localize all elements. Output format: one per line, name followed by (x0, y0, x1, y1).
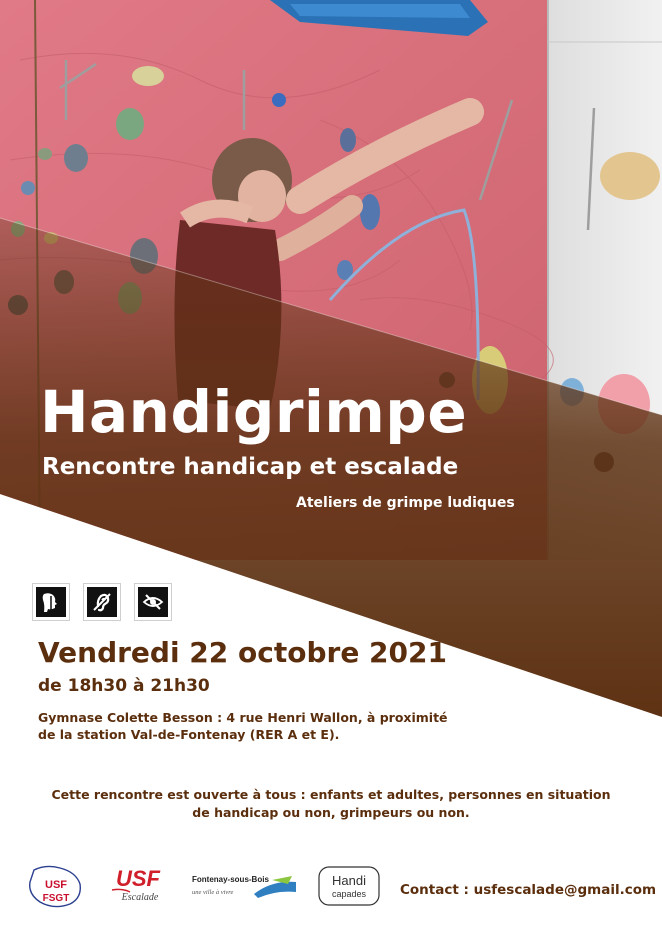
fontenay-logo (192, 870, 302, 904)
description-line-2: de handicap ou non, grimpeurs ou non. (192, 805, 470, 820)
event-date: Vendredi 22 octobre 2021 (38, 636, 447, 669)
handi-text: Handi (332, 873, 366, 888)
accessibility-icons (32, 583, 172, 621)
address-line-2: de la station Val-de-Fontenay (RER A et E). (38, 727, 340, 742)
fsgt-text: FSGT (42, 893, 70, 904)
mental-disability-icon (32, 583, 70, 621)
contact-email[interactable]: Contact : usfescalade@gmail.com (400, 882, 657, 898)
event-subtitle: Rencontre handicap et escalade (42, 454, 459, 480)
event-time: de 18h30 à 21h30 (38, 676, 210, 696)
event-title: Handigrimpe (40, 378, 468, 446)
event-address (38, 709, 478, 743)
fsgt-mark: USF (45, 879, 67, 891)
description-line-1: Cette rencontre est ouverte à tous : enfants et adultes, personnes en situation (51, 787, 611, 802)
usf-text: USF (116, 866, 160, 891)
handicapades-logo (318, 866, 380, 906)
handi-sub: capades (331, 889, 367, 899)
event-tagline: Ateliers de grimpe ludiques (296, 495, 515, 511)
hearing-impairment-icon (83, 583, 121, 621)
visual-impairment-icon (134, 583, 172, 621)
fsgt-logo (26, 864, 86, 908)
event-description (40, 786, 622, 822)
fontenay-sub: une ville à vivre (192, 889, 234, 896)
usf-escalade-logo (106, 862, 170, 908)
fontenay-text: Fontenay-sous-Bois (192, 875, 269, 884)
address-line-1: Gymnase Colette Besson : 4 rue Henri Wallon, à proximité (38, 710, 448, 725)
usf-sub: Escalade (121, 892, 159, 903)
